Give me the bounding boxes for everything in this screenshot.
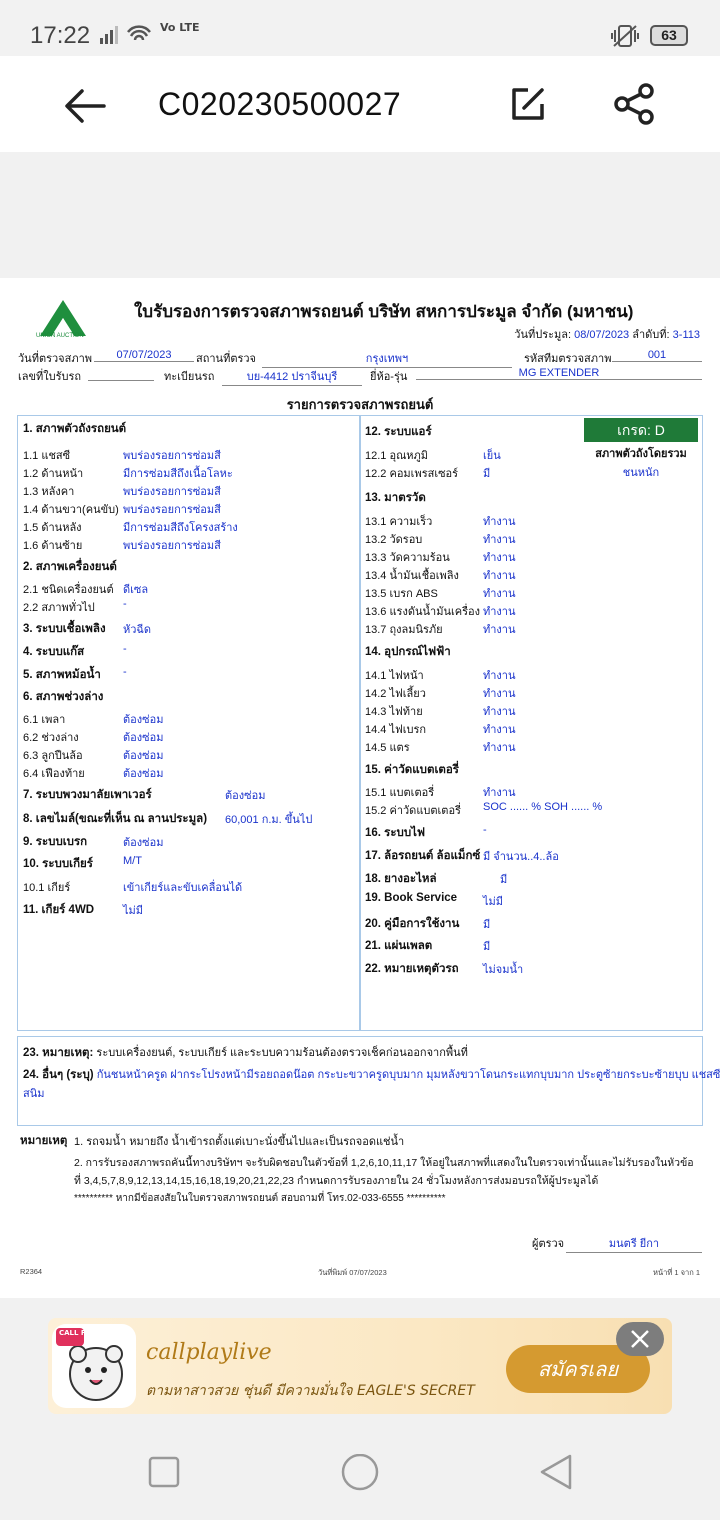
item-label: 1.2 ด้านหน้า — [23, 468, 84, 480]
logo-text: UNION AUCTION — [36, 333, 84, 339]
item-value: เข้าเกียร์และขับเคลื่อนได้ — [123, 882, 243, 894]
back-nav-button[interactable] — [538, 1454, 574, 1494]
item-value: มีการซ่อมสีถึงโครงสร้าง — [123, 522, 238, 534]
inspection-item — [365, 643, 451, 661]
item-label: 15. ค่าวัดแบตเตอรี่ — [365, 764, 459, 776]
item-value: มี จำนวน..4..ล้อ — [483, 851, 559, 863]
inspection-item — [23, 901, 144, 919]
item-value: - — [123, 666, 127, 678]
inspection-item — [365, 602, 516, 620]
item-label: 6.3 ลูกปืนล้อ — [23, 750, 83, 762]
inspection-document — [0, 278, 720, 1298]
inspection-item — [365, 489, 426, 507]
seq-label: ลำดับที่: — [632, 329, 670, 341]
document-title: ใบรับรองการตรวจสภาพรถยนต์ บริษัท สหการประมูล จำกัด (มหาชน) — [134, 302, 634, 321]
inspection-item — [365, 801, 603, 819]
item-label: 18. ยางอะไหล่ — [365, 873, 437, 885]
item-value: ทำงาน — [483, 534, 516, 546]
inspection-item — [365, 566, 516, 584]
item-value: 60,001 ก.ม. ขึ้นไป — [225, 814, 313, 826]
inspection-item — [23, 855, 142, 873]
note24-text: กันชนหน้าครูด ฝากระโปรงหน้ามีรอยถอดน๊อต กระบะขวาครูดบุบมาก มุมหลังขวาโดนกระแทกบุบมาก ประตูซ้ายกระบะซ้ายบุบ แชสซี — [96, 1069, 720, 1081]
item-label: 1. สภาพตัวถังรถยนต์ — [23, 423, 127, 435]
ad-icon-text: CALL PLAY — [59, 1329, 101, 1337]
auction-date: 08/07/2023 — [574, 329, 630, 341]
item-label: 14.4 ไฟเบรก — [365, 724, 427, 736]
item-label: 13.6 แรงดันน้ำมันเครื่อง — [365, 606, 480, 618]
item-label: 16. ระบบไฟ — [365, 827, 426, 839]
item-value: ทำงาน — [483, 570, 516, 582]
clock: 17:22 — [30, 22, 91, 49]
ad-description: ตามหาสาวสวย ชุ่นดี มีความมั่นใจ EAGLE'S SECRET — [146, 1383, 475, 1399]
lte-indicator: Vo LTE — [160, 21, 200, 34]
item-value: ต้องซ่อม — [123, 750, 164, 762]
item-label: 1.1 แชสซี — [23, 450, 71, 462]
inspection-item — [365, 512, 516, 530]
item-value: มี — [483, 919, 491, 931]
inspection-item — [23, 464, 233, 482]
item-label: 8. เลขไมล์(ขณะที่เห็น ณ ลานประมูล) — [23, 813, 208, 825]
item-value: เย็น — [483, 450, 501, 462]
ad-signup-button[interactable]: สมัครเลย — [506, 1345, 650, 1393]
inspection-item — [365, 761, 459, 779]
item-value: ทำงาน — [483, 724, 516, 736]
home-button[interactable] — [340, 1454, 380, 1498]
item-value: ดีเซล — [123, 584, 149, 596]
vibrate-icon — [610, 24, 640, 53]
share-icon — [612, 82, 656, 126]
item-label: 10.1 เกียร์ — [23, 882, 71, 894]
item-label: 13.1 ความเร็ว — [365, 516, 433, 528]
share-button[interactable] — [612, 82, 656, 126]
seq-number: 3-113 — [672, 329, 700, 341]
place: กรุงเทพฯ — [262, 349, 512, 368]
grade-badge: เกรด: D — [584, 418, 698, 442]
item-value: ทำงาน — [483, 516, 516, 528]
item-value: SOC ...... % SOH ...... % — [483, 801, 603, 813]
inspection-item — [23, 746, 164, 764]
ad-title: callplaylive — [146, 1340, 272, 1365]
inspection-item — [23, 620, 152, 638]
remark-2-cont: ที่ 3,4,5,7,8,9,12,13,14,15,16,18,19,20,21,22,23 กำหนดการรับรองภายใน 24 ชั่วโมงหลังการส่งมอบรถให้ผู้ประมูลได้ — [74, 1175, 599, 1187]
item-label: 13.4 น้ำมันเชื้อเพลิง — [365, 570, 459, 582]
inspection-item — [365, 464, 491, 482]
note24-label: 24. อื่นๆ (ระบุ) — [23, 1069, 94, 1081]
place-label: สถานที่ตรวจ — [196, 353, 256, 365]
item-value: พบร่องรอยการซ่อมสี — [123, 450, 221, 462]
item-label: 2. สภาพเครื่องยนต์ — [23, 561, 117, 573]
system-nav-bar — [0, 1424, 720, 1520]
inspection-item — [23, 420, 126, 438]
item-label: 2.1 ชนิดเครื่องยนต์ — [23, 584, 114, 596]
edit-button[interactable] — [508, 84, 548, 124]
inspection-item — [365, 892, 504, 908]
inspection-item — [365, 783, 516, 801]
cert-label: เลขที่ใบรับรถ — [18, 371, 82, 383]
item-label: 12.1 อุณหภูมิ — [365, 450, 429, 462]
inspection-item — [23, 580, 149, 598]
remark-1: 1. รถจมน้ำ หมายถึง น้ำเข้ารถตั้งแต่เบาะนั่งขึ้นไปและเป็นรถจอดแช่น้ำ — [74, 1136, 405, 1148]
inspection-item — [365, 915, 491, 933]
inspection-item — [23, 446, 221, 464]
item-value: ทำงาน — [483, 787, 516, 799]
item-label: 14.1 ไฟหน้า — [365, 670, 424, 682]
item-label: 1.6 ด้านซ้าย — [23, 540, 83, 552]
square-icon — [146, 1454, 182, 1490]
item-label: 14.2 ไฟเลี้ยว — [365, 688, 426, 700]
item-value: ทำงาน — [483, 688, 516, 700]
item-value: ต้องซ่อม — [225, 790, 266, 802]
item-label: 13.3 วัดความร้อน — [365, 552, 450, 564]
item-label: 13. มาตรวัด — [365, 492, 426, 504]
item-value: ทำงาน — [483, 624, 516, 636]
inspection-item — [23, 728, 164, 746]
inspect-date-label: วันที่ตรวจสภาพ — [18, 353, 93, 365]
item-label: 20. คู่มือการใช้งาน — [365, 918, 460, 930]
inspection-item — [365, 960, 524, 978]
plate-number: บย-4412 ปราจีนบุรี — [222, 367, 362, 386]
item-value: ทำงาน — [483, 742, 516, 754]
inspection-item — [23, 810, 313, 828]
team-label: รหัสทีมตรวจสภาพ — [524, 353, 612, 365]
item-value: ไม่มี — [483, 896, 504, 908]
inspection-item — [365, 423, 432, 441]
item-value: ต้องซ่อม — [123, 768, 164, 780]
inspection-item — [365, 530, 516, 548]
note23-text: ระบบเครื่องยนต์, ระบบเกียร์ และระบบความร้อนต้องตรวจเช็คก่อนออกจากพื้นที่ — [96, 1047, 468, 1059]
item-value: หัวฉีด — [123, 624, 152, 636]
close-icon — [629, 1328, 651, 1350]
item-value: มี — [483, 468, 491, 480]
item-label: 6.4 เฟืองท้าย — [23, 768, 85, 780]
brand-model: MG EXTENDER — [416, 367, 702, 380]
item-label: 12.2 คอมเพรสเซอร์ — [365, 468, 459, 480]
arrow-left-icon — [62, 86, 108, 126]
item-value: ทำงาน — [483, 552, 516, 564]
item-label: 13.7 ถุงลมนิรภัย — [365, 624, 443, 636]
inspection-item — [23, 688, 103, 706]
item-label: 1.3 หลังคา — [23, 486, 75, 498]
inspect-date: 07/07/2023 — [94, 349, 194, 362]
item-value: ไม่มี — [123, 905, 144, 917]
item-label: 2.2 สภาพทั่วไป — [23, 602, 95, 614]
auction-date-label: วันที่ประมูล: — [514, 329, 572, 341]
inspection-item — [365, 738, 516, 756]
inspector-name: มนตรี ยีกา — [566, 1234, 702, 1253]
item-value: ทำงาน — [483, 706, 516, 718]
note23-label: 23. หมายเหตุ: — [23, 1047, 94, 1059]
inspection-item — [23, 643, 127, 661]
item-label: 10. ระบบเกียร์ — [23, 858, 93, 870]
item-label: 6.2 ช่วงล่าง — [23, 732, 79, 744]
page-title: C020230500027 — [158, 86, 402, 122]
item-value: มีการซ่อมสีถึงเนื้อโลหะ — [123, 468, 233, 480]
section-title: รายการตรวจสภาพรถยนต์ — [286, 397, 434, 412]
inspection-item — [365, 666, 516, 684]
item-label: 5. สภาพหม้อน้ำ — [23, 669, 101, 681]
ad-app-icon[interactable] — [52, 1324, 136, 1408]
ad-close-button[interactable] — [616, 1322, 664, 1356]
team-code: 001 — [612, 349, 702, 362]
inspection-item — [23, 518, 238, 536]
item-value: ทำงาน — [483, 588, 516, 600]
remark-3: ********** หากมีข้อสงสัยในใบตรวจสภาพรถยนต์ สอบถามที่ โทร.02-033-6555 ********** — [74, 1193, 446, 1204]
inspection-item — [365, 584, 516, 602]
item-label: 12. ระบบแอร์ — [365, 426, 432, 438]
inspection-item — [365, 620, 516, 638]
item-label: 14. อุปกรณ์ไฟฟ้า — [365, 646, 451, 658]
app-bar — [0, 56, 720, 152]
remark-label: หมายเหตุ — [20, 1135, 68, 1147]
item-label: 13.2 วัดรอบ — [365, 534, 423, 546]
item-label: 1.4 ด้านขวา(คนขับ) — [23, 504, 119, 516]
inspection-item — [365, 684, 516, 702]
page-number: หน้าที่ 1 จาก 1 — [653, 1268, 700, 1277]
inspection-item — [365, 847, 559, 865]
item-value: - — [123, 598, 127, 610]
inspection-item — [23, 878, 243, 896]
item-value: ต้องซ่อม — [123, 837, 164, 849]
item-value: มี — [500, 874, 508, 886]
item-value: ไม่จมน้ำ — [483, 964, 524, 976]
item-value: - — [483, 824, 487, 836]
item-label: 22. หมายเหตุตัวรถ — [365, 963, 459, 975]
item-label: 3. ระบบเชื้อเพลิง — [23, 623, 106, 635]
item-value: M/T — [123, 855, 142, 867]
item-label: 7. ระบบพวงมาลัยเพาเวอร์ — [23, 789, 152, 801]
inspection-item — [365, 702, 516, 720]
cert-number — [88, 367, 154, 381]
inspection-item — [365, 870, 508, 888]
inspection-item — [23, 500, 221, 518]
remark-2: 2. การรับรองสภาพรถคันนี้ทางบริษัทฯ จะรับผิดชอบในตัวข้อที่ 1,2,6,10,11,17 ให้อยู่ในสภาพที่แสดงในใบตรวจเท่านั้นและไม่รับรองในหัวข้อ — [74, 1157, 694, 1169]
item-value: - — [123, 643, 127, 655]
inspection-item — [365, 720, 516, 738]
inspection-item — [23, 764, 164, 782]
item-label: 19. Book Service — [365, 892, 458, 904]
brand-label: ยี่ห้อ-รุ่น — [370, 371, 408, 383]
inspection-item — [23, 558, 117, 576]
item-label: 1.5 ด้านหลัง — [23, 522, 82, 534]
inspection-item — [365, 446, 501, 464]
item-label: 13.5 เบรก ABS — [365, 588, 438, 600]
item-label: 17. ล้อรถยนต์ ล้อแม็กซ์ — [365, 850, 481, 862]
inspection-item — [23, 598, 127, 616]
item-value: ทำงาน — [483, 606, 516, 618]
item-value: ต้องซ่อม — [123, 732, 164, 744]
item-value: พบร่องรอยการซ่อมสี — [123, 540, 221, 552]
item-value: พบร่องรอยการซ่อมสี — [123, 486, 221, 498]
ad-banner[interactable] — [48, 1318, 672, 1414]
item-value: ทำงาน — [483, 670, 516, 682]
back-button[interactable] — [62, 86, 108, 126]
item-label: 14.5 แตร — [365, 742, 410, 754]
status-bar — [0, 0, 720, 56]
grade-subtitle: สภาพตัวถังโดยรวม — [595, 448, 687, 460]
item-label: 11. เกียร์ 4WD — [23, 904, 95, 916]
item-label: 6. สภาพช่วงล่าง — [23, 691, 104, 703]
item-label: 9. ระบบเบรก — [23, 836, 88, 848]
inspection-item — [23, 666, 127, 684]
plate-label: ทะเบียนรถ — [164, 371, 215, 383]
item-label: 21. แผ่นเพลต — [365, 940, 433, 952]
inspection-item — [23, 536, 221, 554]
battery-indicator: 63 — [650, 25, 688, 46]
inspection-item — [23, 786, 266, 804]
inspector-label: ผู้ตรวจ — [532, 1238, 565, 1250]
edit-icon — [508, 84, 548, 124]
item-label: 14.3 ไฟท้าย — [365, 706, 423, 718]
item-label: 15.2 ค่าวัดแบตเตอรี่ — [365, 805, 461, 817]
grade-value: ชนหนัก — [622, 467, 660, 479]
circle-icon — [340, 1454, 380, 1494]
inspection-item — [23, 833, 164, 851]
inspection-item — [23, 482, 221, 500]
inspection-item — [23, 710, 164, 728]
recents-button[interactable] — [146, 1454, 182, 1494]
print-date: วันที่พิมพ์ 07/07/2023 — [318, 1268, 387, 1277]
inspection-item — [365, 824, 487, 842]
inspection-item — [365, 548, 516, 566]
inspection-item — [365, 937, 491, 955]
item-value: พบร่องรอยการซ่อมสี — [123, 504, 221, 516]
item-value: ต้องซ่อม — [123, 714, 164, 726]
item-label: 6.1 เพลา — [23, 714, 66, 726]
note24-text-cont: สนิม — [23, 1088, 45, 1100]
item-value: มี — [483, 941, 491, 953]
document-code: R2364 — [20, 1267, 43, 1276]
triangle-back-icon — [538, 1454, 574, 1490]
item-label: 15.1 แบตเตอรี่ — [365, 787, 435, 799]
item-label: 4. ระบบแก๊ส — [23, 646, 85, 658]
